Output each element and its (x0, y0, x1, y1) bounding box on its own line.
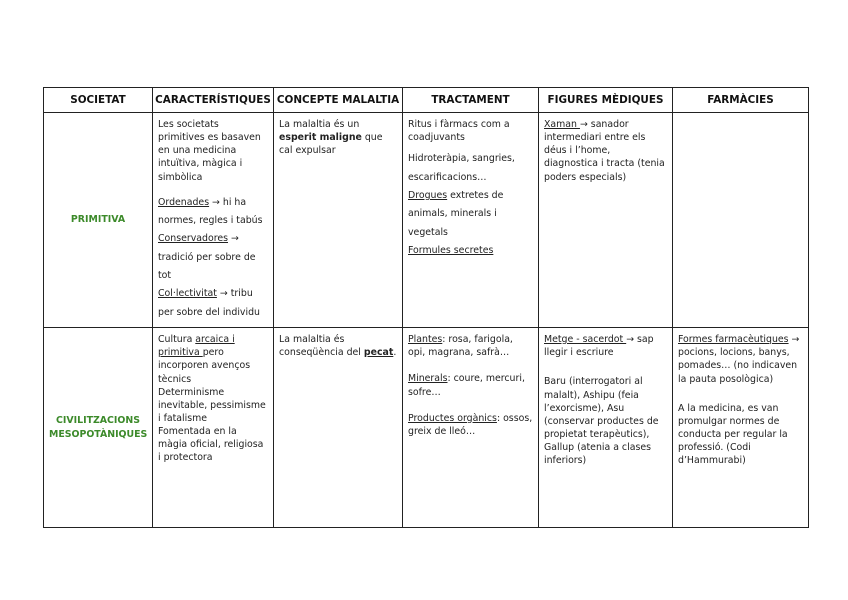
cell-meso-tractament (403, 328, 539, 528)
header-concepte-malaltia: CONCEPTE MALALTIA (274, 88, 403, 113)
cell-primitiva-concepte: La malaltia és un esperit maligne que cal expulsar (274, 113, 403, 328)
row-mesopotamiques (44, 328, 809, 528)
tractament-ritus: Ritus i fàrmacs com a coadjuvants (408, 119, 510, 144)
caract-ordenades: Ordenades → hi ha normes, regles i tabús (158, 196, 263, 227)
tractament-productes: Productes orgànics: ossos, greix de lleó… (408, 412, 533, 437)
societat-primitiva: PRIMITIVA (44, 113, 153, 328)
header-caracteristiques: CARACTERÍSTIQUES (153, 88, 274, 113)
concepte-esperit-maligne: esperit maligne (279, 132, 362, 144)
caract-intro: Les societats primitives es basaven en una medicina intuïtiva, màgica i simbòlica (158, 119, 261, 183)
caract-cultura: Cultura arcaica i primitiva pero incorporen avenços tècnics (158, 334, 251, 385)
farmacies-medicina: A la medicina, es van promulgar normes de conducta per regular la professió. (Codi d’Hammurabi) (678, 402, 788, 467)
header-row (44, 88, 809, 113)
concepte-pecat: pecat (363, 347, 394, 359)
cell-meso-caracteristiques (153, 328, 274, 528)
figura-baru-ashipu-asu: Baru (interrogatori al malalt), Ashipu (feia l’exorcisme), Asu (conservar productes de propietat terapèutics), Gallup (atenia a clases inferiors) (544, 376, 659, 467)
caract-collectivitat: Col·lectivitat → tribu per sobre del individu (158, 288, 260, 318)
tractament-formules: Formules secretes (408, 244, 494, 256)
caract-fomentada: Fomentada en la màgia oficial, religiosa i protectora (158, 426, 264, 464)
row-primitiva (44, 113, 809, 328)
societat-mesopotamiques: CIVILITZACIONS MESOPOTÀNIQUES (44, 328, 153, 528)
cell-primitiva-caracteristiques (153, 113, 274, 328)
cell-meso-farmacies (673, 328, 809, 528)
tractament-drogues: Drogues extretes de animals, minerals i vegetals (408, 189, 504, 238)
cell-meso-concepte: La malaltia és conseqüència del pecat. (274, 328, 403, 528)
cell-primitiva-figures: Xaman → sanador intermediari entre els déus i l’home, diagnostica i tracta (tenia poders especials) (539, 113, 673, 328)
cell-primitiva-farmacies (673, 113, 809, 328)
figura-metge-sacerdot: Metge - sacerdot → sap llegir i escriure (544, 334, 654, 359)
figura-xaman: Xaman (544, 119, 580, 130)
caract-conservadores: Conservadores → tradició per sobre de tot (158, 233, 256, 282)
cell-primitiva-tractament (403, 113, 539, 328)
cell-meso-figures (539, 328, 673, 528)
tractament-minerals: Minerals: coure, mercuri, sofre… (408, 373, 525, 398)
medicine-history-table (43, 87, 809, 528)
header-societat: SOCIETAT (44, 88, 153, 113)
farmacies-formes: Formes farmacèutiques → pocions, locions, banys, pomades… (no indicaven la pauta posològica) (678, 334, 800, 385)
tractament-plantes: Plantes: rosa, farigola, opi, magrana, safrà… (408, 334, 513, 359)
tractament-hidroterapia: Hidroteràpia, sangries, escarificacions… (408, 153, 515, 183)
header-tractament: TRACTAMENT (403, 88, 539, 113)
header-figures-mediques: FIGURES MÈDIQUES (539, 88, 673, 113)
header-farmacies: FARMÀCIES (673, 88, 809, 113)
caract-determinisme: Determinisme inevitable, pessimisme i fatalisme (158, 386, 266, 425)
